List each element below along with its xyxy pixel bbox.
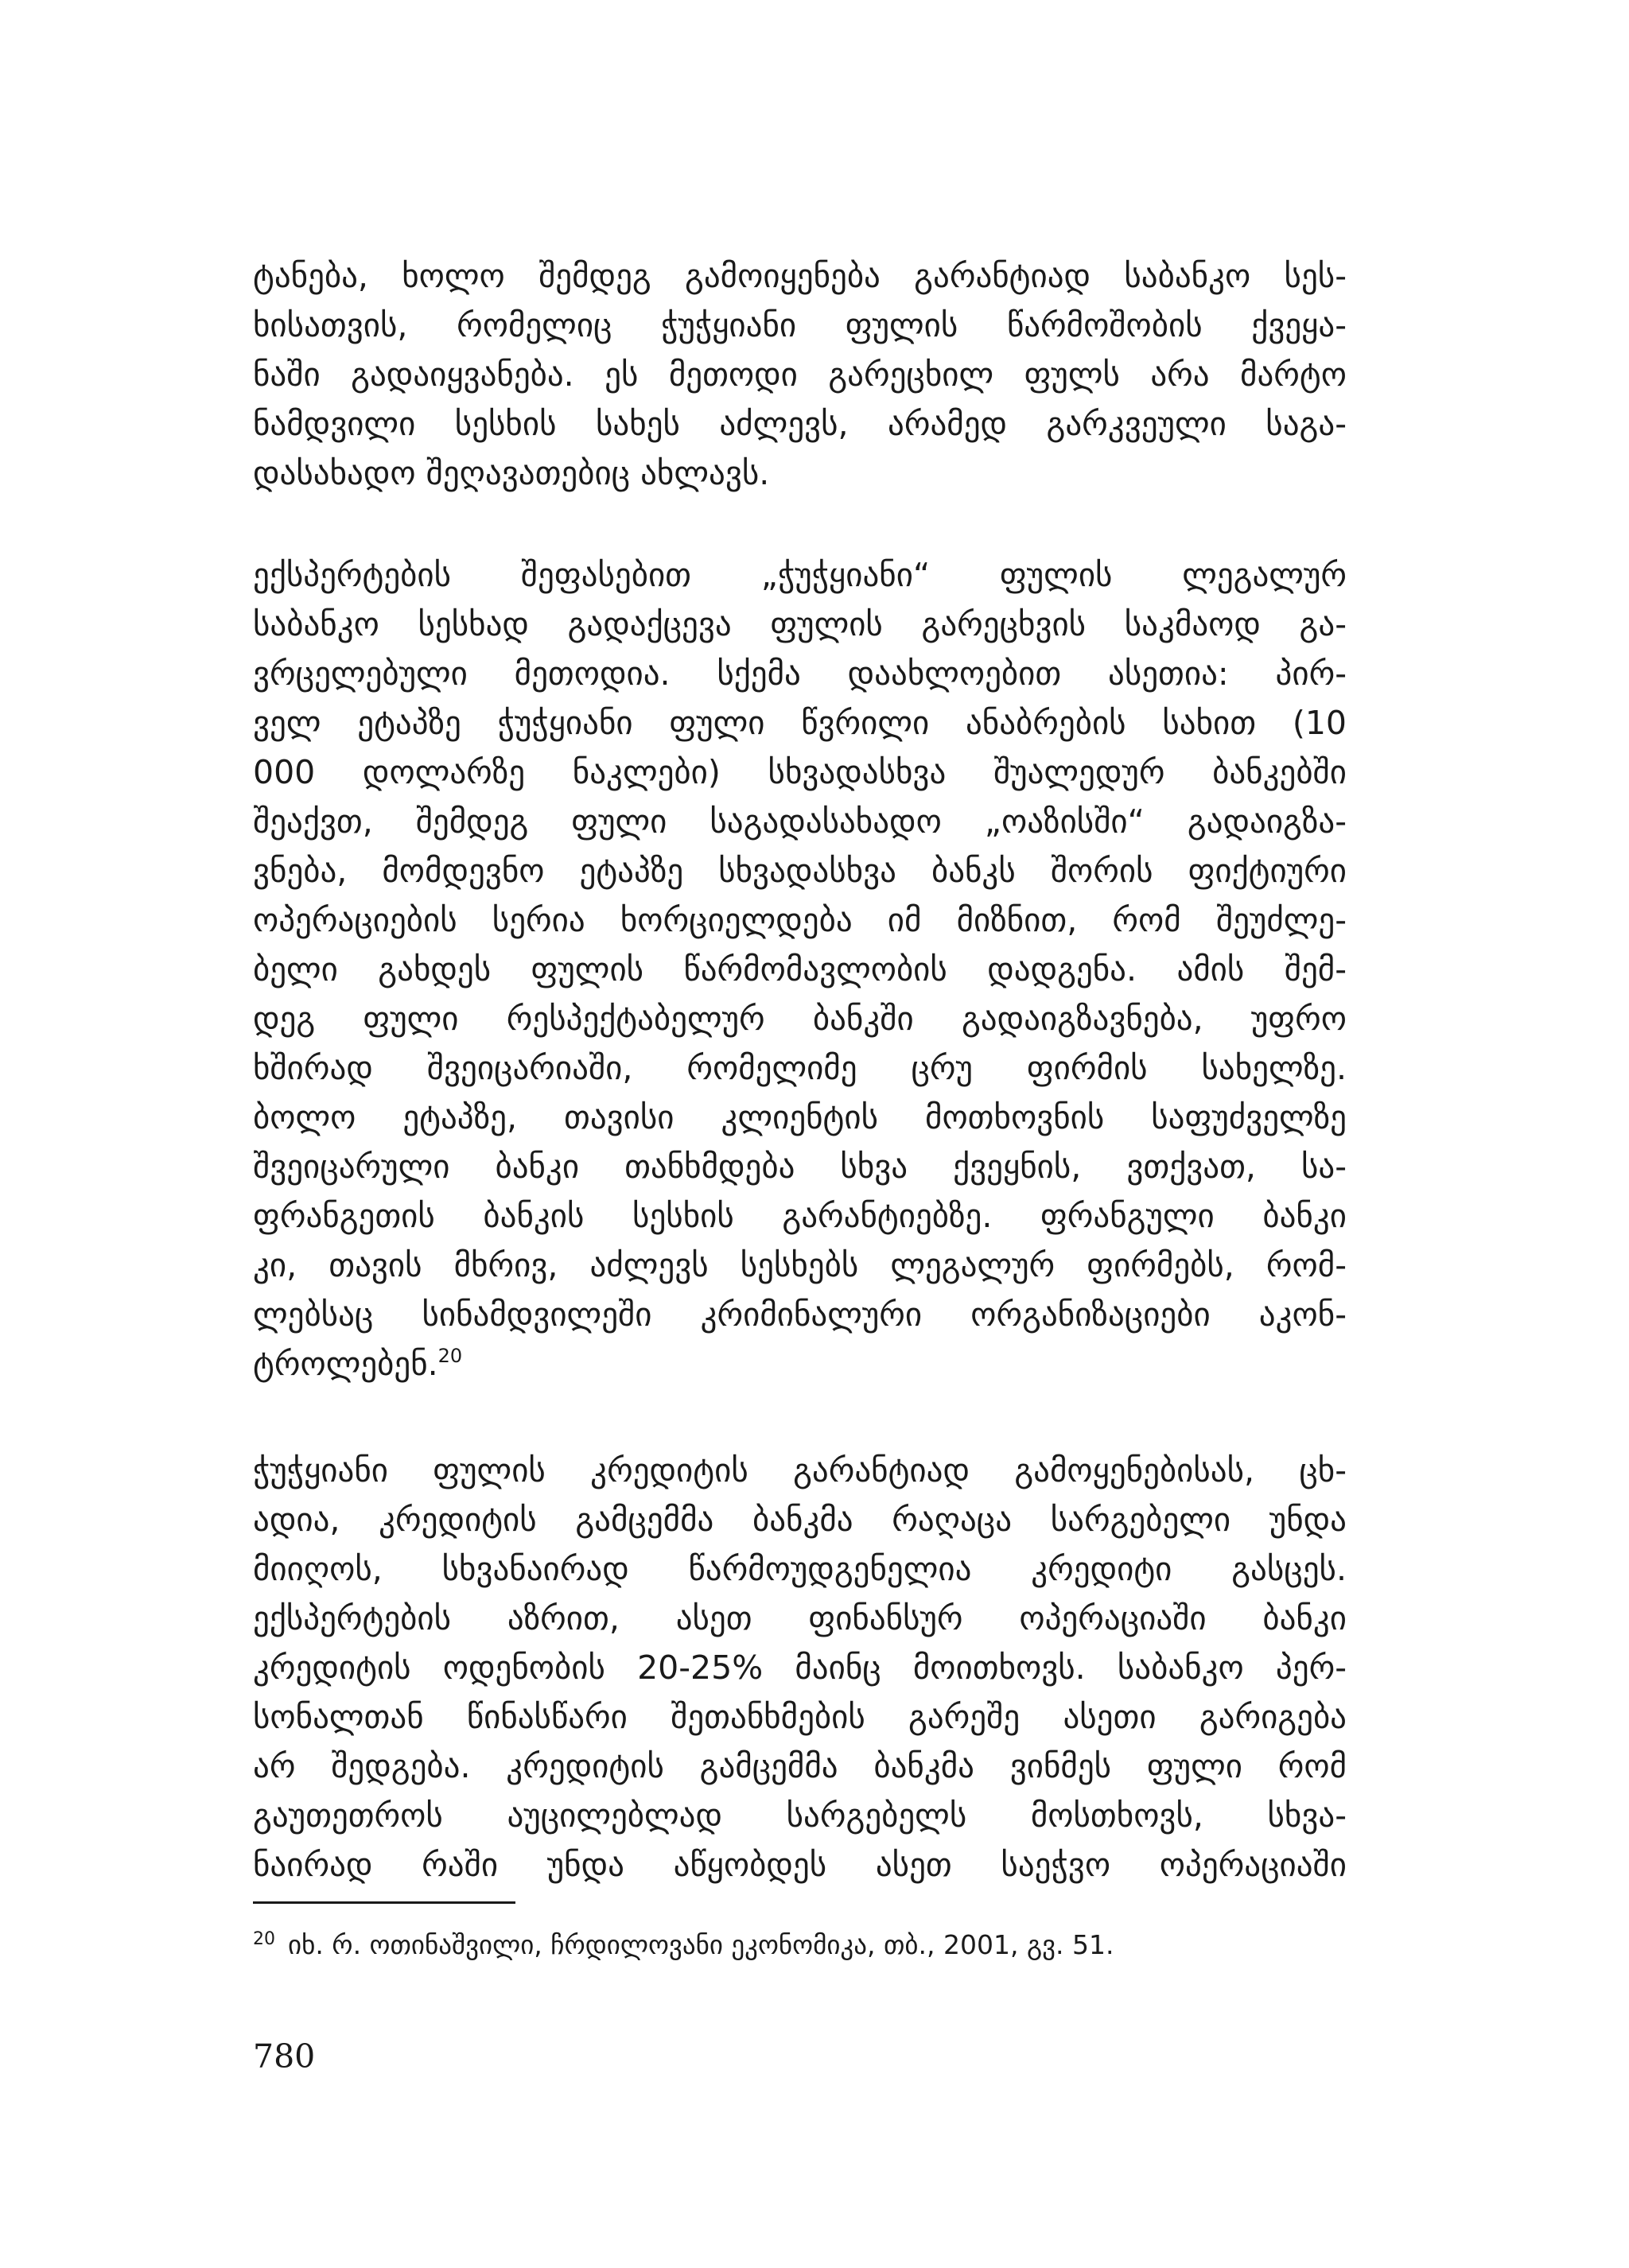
text-line: ბოლო ეტაპზე, თავისი კლიენტის მოთხოვნის საფუძველზე bbox=[253, 1098, 1347, 1136]
text-line: ტანება, ხოლო შემდეგ გამოიყენება გარანტიად საბანკო სეს- bbox=[253, 257, 1347, 295]
text-line: ბელი გახდეს ფულის წარმომავლობის დადგენა. ამის შემ- bbox=[253, 950, 1347, 988]
footnote-reference[interactable]: 20 bbox=[437, 1345, 463, 1367]
text-line: ადია, კრედიტის გამცემმა ბანკმა რაღაცა სარგებელი უნდა bbox=[253, 1501, 1347, 1539]
text-line: ნამდვილი სესხის სახეს აძლევს, არამედ გარკვეული საგა- bbox=[253, 405, 1347, 443]
text-line: დეგ ფული რესპექტაბელურ ბანკში გადაიგზავნება, უფრო bbox=[253, 1000, 1347, 1038]
text-line: ხშირად შვეიცარიაში, რომელიმე ცრუ ფირმის სახელზე. bbox=[253, 1049, 1347, 1087]
footnote-text: იხ. რ. ოთინაშვილი, ჩრდილოვანი ეკონომიკა, თბ., 2001, გვ. 51. bbox=[288, 1929, 1114, 1960]
text-line-with-footnote bbox=[253, 1339, 1347, 1388]
text-line: შვეიცარული ბანკი თანხმდება სხვა ქვეყნის, ვთქვათ, სა- bbox=[253, 1148, 1347, 1186]
text-line: ექსპერტების აზრით, ასეთ ფინანსურ ოპერაციაში ბანკი bbox=[253, 1599, 1347, 1637]
paragraph-1 bbox=[253, 251, 1347, 498]
text-line: არ შედგება. კრედიტის გამცემმა ბანკმა ვინმეს ფული რომ bbox=[253, 1747, 1347, 1785]
text-line: გაუთეთროს აუცილებლად სარგებელს მოსთხოვს, სხვა- bbox=[253, 1796, 1347, 1835]
text-line: ნაში გადაიყვანება. ეს მეთოდი გარეცხილ ფულს არა მარტო bbox=[253, 355, 1347, 394]
footnote-number: 20 bbox=[253, 1929, 275, 1949]
text-line: ლებსაც სინამდვილეში კრიმინალური ორგანიზაციები აკონ- bbox=[253, 1295, 1347, 1334]
text-line: 000 დოლარზე ნაკლები) სხვადასხვა შუალედურ ბანკებში bbox=[253, 753, 1347, 791]
text-line: საბანკო სესხად გადაქცევა ფულის გარეცხვის საკმაოდ გა- bbox=[253, 605, 1347, 643]
text-line: ექსპერტების შეფასებით „ჭუჭყიანი“ ფულის ლეგალურ bbox=[253, 556, 1347, 594]
text-line: ვნება, მომდევნო ეტაპზე სხვადასხვა ბანკს შორის ფიქტიური bbox=[253, 852, 1347, 890]
text-line: ტროლებენ. bbox=[253, 1345, 438, 1383]
text-line: მიიღოს, სხვანაირად წარმოუდგენელია კრედიტი გასცეს. bbox=[253, 1550, 1347, 1588]
footnote-separator bbox=[253, 1901, 515, 1904]
page-number: 780 bbox=[253, 2037, 316, 2076]
text-line: კრედიტის ოდენობის 20-25% მაინც მოითხოვს. საბანკო პერ- bbox=[253, 1649, 1347, 1687]
text-line: ველ ეტაპზე ჭუჭყიანი ფული წვრილი ანაბრების სახით (10 bbox=[253, 704, 1347, 742]
paragraph-3 bbox=[253, 1446, 1347, 1889]
text-line: ფრანგეთის ბანკის სესხის გარანტიებზე. ფრანგული ბანკი bbox=[253, 1197, 1347, 1235]
text-line: ნაირად რაში უნდა აწყობდეს ასეთ საეჭვო ოპერაციაში bbox=[253, 1846, 1347, 1884]
text-line: დასახადო შეღავათებიც ახლავს. bbox=[253, 454, 770, 492]
text-line: ჭუჭყიანი ფულის კრედიტის გარანტიად გამოყენებისას, ცხ- bbox=[253, 1451, 1347, 1489]
text-line: სონალთან წინასწარი შეთანხმების გარეშე ასეთი გარიგება bbox=[253, 1698, 1347, 1736]
paragraph-2 bbox=[253, 550, 1347, 1388]
text-line: ხისათვის, რომელიც ჭუჭყიანი ფულის წარმოშობის ქვეყა- bbox=[253, 306, 1347, 344]
text-line: შეაქვთ, შემდეგ ფული საგადასახადო „ოაზისში“ გადაიგზა- bbox=[253, 802, 1347, 841]
text-line: ოპერაციების სერია ხორციელდება იმ მიზნით, რომ შეუძლე- bbox=[253, 901, 1347, 939]
text-line: კი, თავის მხრივ, აძლევს სესხებს ლეგალურ ფირმებს, რომ- bbox=[253, 1246, 1347, 1284]
text-line: ვრცელებული მეთოდია. სქემა დაახლოებით ასეთია: პირ- bbox=[253, 654, 1347, 693]
footnote bbox=[253, 1926, 1347, 1964]
